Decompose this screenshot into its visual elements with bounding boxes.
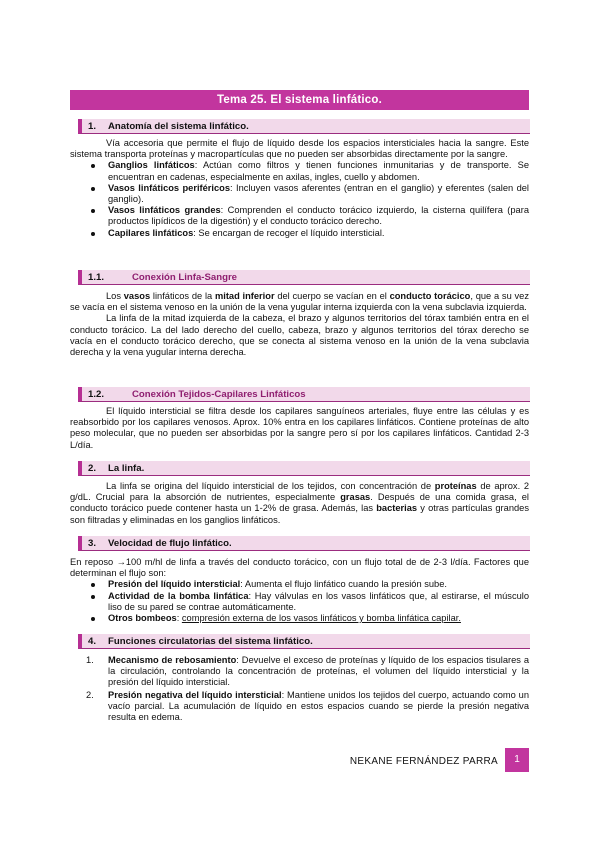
definition: : Devuelve el exceso de proteínas y líquido de los espacios tisulares a la circulación, controlando la concentración de proteínas, el volumen del líquido intersticial y la presión del líquido intersticial.: [108, 655, 529, 688]
item-number: 2.: [86, 689, 94, 700]
definition: : Se encargan de recoger el líquido intersticial.: [193, 227, 385, 238]
term: Mecanismo de rebosamiento: [108, 655, 237, 665]
term: Presión del líquido intersticial: [108, 579, 241, 590]
paragraph: La linfa de la mitad izquierda de la cabeza, el brazo y algunos territorios del tórax también entra en el conducto torácico. La del lado derecho del cuello, cabeza, brazo y algunos territorios del tórax derecho se vacía en el conducto torácico derecho, que se conecta al sistema venoso en la unión de la vena subclavia derecha y la vena yugular interna derecha.: [70, 313, 529, 358]
paragraph: El líquido intersticial se filtra desde los capilares sanguíneos arteriales, fluye entre las células y es reabsorbido por los capilares venosos. Aprox. 10% entra en los capilares linfáticos. Contiene proteínas de alto peso molecular, que no pueden ser absorbidas por la sangre pero sí por los capilares linfáticos. Cantidad 2-3 L/día.: [70, 406, 529, 450]
bold-run: vasos: [123, 291, 151, 301]
underlined-text: compresión externa de los vasos linfáticos y bomba linfática capilar.: [181, 613, 461, 624]
paragraph: Vía accesoria que permite el flujo de líquido desde los espacios intersticiales hacia la sangre. Este sistema transporta proteínas y macropartículas que no pueden ser absorbidas directamente por la sangre.: [70, 138, 529, 160]
functions-list: [70, 655, 529, 723]
text-run: La linfa se origina del líquido intersticial de los tejidos, con concentración de: [106, 481, 435, 491]
section-title: Anatomía del sistema linfático.: [108, 121, 249, 132]
anatomy-list: [70, 160, 529, 238]
definition: : Aumenta el flujo linfático cuando la presión sube.: [240, 579, 447, 590]
section-number: 2.: [88, 463, 97, 474]
definition: : Comprenden el conducto torácico izquierdo, la cisterna quilífera (para productos lipídicos de la digestión) y el conducto torácico derecho.: [108, 205, 529, 227]
section-heading-3: [78, 536, 530, 551]
list-item: [70, 613, 529, 624]
text-run: y otras partículas grandes son filtradas y eliminadas en los ganglios linfáticos.: [70, 503, 529, 525]
bold-run: bacterias: [376, 503, 418, 514]
footer-author: NEKANE FERNÁNDEZ PARRA: [349, 756, 498, 767]
term: Otros bombeos: [108, 613, 177, 624]
section-heading-1: [78, 119, 530, 134]
list-item: [70, 205, 529, 227]
document-title: Tema 25. El sistema linfático.: [70, 90, 529, 110]
text-run: , que a su vez se vacía en el sistema venoso en la unión de la vena yugular interna izquierda con la vena subclavia izquierda.: [70, 291, 529, 313]
section-title: La linfa.: [108, 463, 145, 474]
text-run: linfáticos de la: [150, 291, 215, 301]
section-heading-4: [78, 634, 530, 649]
term: Vasos linfáticos grandes: [108, 205, 221, 216]
section-number: 4.: [88, 636, 97, 647]
section-heading-1-2: [78, 387, 530, 402]
section-2-body: [70, 481, 529, 526]
section-heading-2: [78, 461, 530, 476]
section-number: 3.: [88, 538, 97, 549]
list-item: [70, 228, 529, 239]
term: Capilares linfáticos: [108, 227, 194, 238]
bold-run: mitad inferior: [214, 291, 275, 301]
item-number: 1.: [86, 655, 94, 665]
paragraph: [70, 481, 529, 526]
section-title: Conexión Tejidos-Capilares Linfáticos: [132, 389, 306, 400]
list-item: [70, 160, 529, 182]
section-number: 1.: [88, 121, 97, 132]
list-item: [70, 579, 529, 590]
paragraph: [70, 291, 529, 313]
bold-run: conducto torácico: [389, 291, 471, 301]
term: Actividad de la bomba linfática: [108, 590, 249, 601]
definition: :: [176, 613, 182, 624]
definition: : Incluyen vasos aferentes (entran en el ganglio) y eferentes (salen del ganglio).: [108, 182, 529, 205]
section-4-body: [70, 655, 529, 724]
text-run: del cuerpo se vacían en el: [274, 291, 390, 301]
section-heading-1-1: [78, 270, 530, 285]
section-1-1-body: [70, 291, 529, 358]
definition: : Hay válvulas en los vasos linfáticos que, al estirarse, el músculo liso de su pared se contrae automáticamente.: [108, 590, 530, 612]
section-number: 1.2.: [88, 389, 105, 400]
list-item: [70, 690, 529, 724]
flow-factors-list: [70, 579, 529, 624]
term: Ganglios linfáticos: [108, 160, 195, 171]
definition: : Mantiene unidos los tejidos del cuerpo, actuando como un vacío parcial. La acumulación de líquido en estos espacios cuando se pierde la presión negativa resulta en edema.: [108, 689, 529, 723]
list-item: [70, 591, 529, 613]
bold-run: proteínas: [434, 481, 477, 491]
section-number: 1.1.: [88, 272, 105, 283]
bold-run: grasas: [340, 492, 371, 503]
section-title: Velocidad de flujo linfático.: [108, 538, 232, 549]
paragraph: En reposo →100 m/hl de linfa a través del conducto torácico, con un flujo total de de 2-3 l/día. Factores que determinan el flujo son:: [70, 557, 529, 579]
list-item: [70, 183, 529, 205]
section-3-body: [70, 557, 529, 624]
list-item: [70, 655, 529, 689]
section-1-2-body: [70, 406, 529, 451]
definition: : Actúan como filtros y tienen funciones inmunitarias y de transporte. Se encuentran en cadenas, especialmente en axilas, ingles, cuello y abdomen.: [108, 160, 529, 182]
section-title: Funciones circulatorias del sistema linfático.: [108, 636, 313, 647]
page-number: 1: [505, 748, 529, 772]
section-1-body: [70, 138, 529, 239]
term: Presión negativa del líquido intersticial: [108, 689, 282, 700]
text-run: de aprox. 2 g/dL. Crucial para la absorción de nutrientes, especialmente: [70, 481, 529, 503]
text-run: . Después de una comida grasa, el conducto torácico puede contener hasta un 1-2% de grasa. Además, las: [70, 492, 529, 514]
text-run: Los: [106, 291, 124, 301]
section-title: Conexión Linfa-Sangre: [132, 272, 238, 283]
term: Vasos linfáticos periféricos: [108, 182, 231, 193]
